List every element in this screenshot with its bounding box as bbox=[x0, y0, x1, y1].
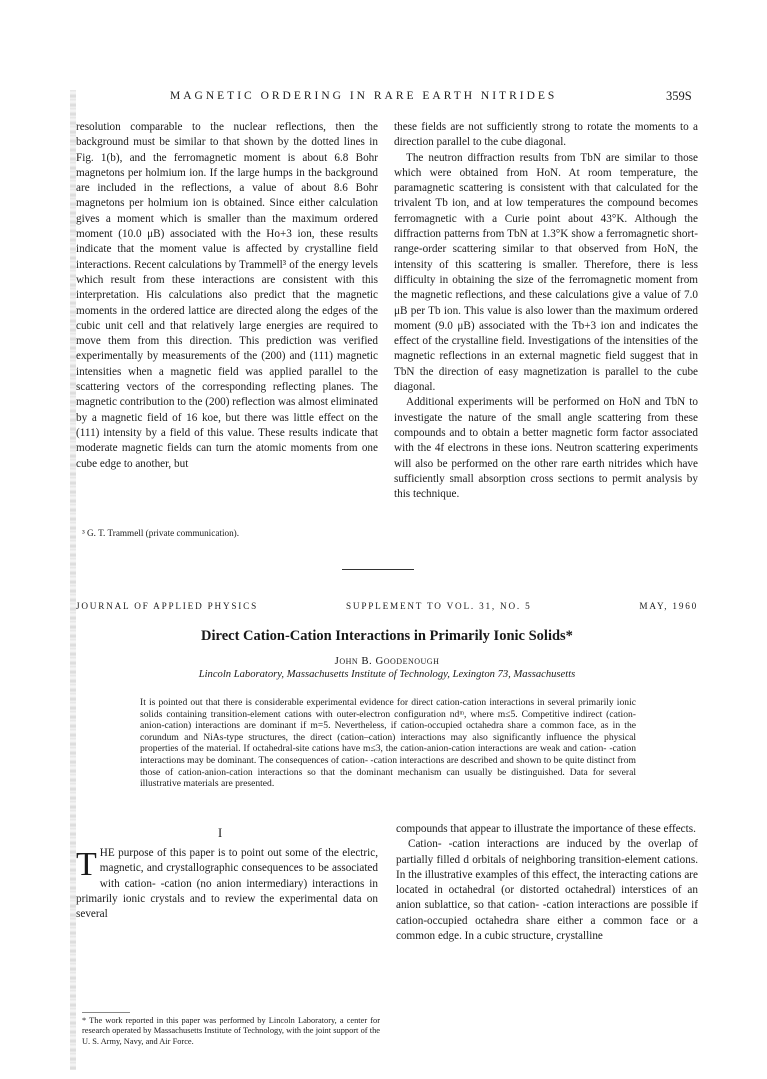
prev-article-right-column bbox=[394, 120, 698, 502]
dropcap-letter: T bbox=[76, 846, 97, 883]
prev-right-paragraph-2: The neutron diffraction results from TbN are similar to those which were obtained from HoN. At room temperature, the paramagnetic scattering is consistent with that calculated for the trivalent Tb ion, and at low temperatures the compound becomes ferromagnetic with a Curie point about 43°K. Although the diffraction patterns from TbN at 1.3°K show a ferromagnetic short-range-order scattering similar to that observed from HoN, the intensity of this scattering is smaller. Therefore, there is less difficulty in obtaining the size of the ferromagnetic moment from the magnetic reflections, and these calculations give a value of 7.0 μB per Tb ion. This value is also lower than the maximum ordered moment (9.0 μB) associated with the Tb+3 ion and indicates the effect of the crystalline field. Investigations of the intensities of the magnetic reflections in an external magnetic field suggest that in TbN the direction of easy magnetization is parallel to the cube diagonal. bbox=[394, 151, 698, 394]
article-footnote: * The work reported in this paper was performed by Lincoln Laboratory, a center for research operated by Massachusetts Institute of Technology, with the joint support of the U. S. Army, Navy, and Air Force. bbox=[82, 1016, 380, 1046]
article-left-column bbox=[76, 846, 378, 922]
prev-left-paragraph: resolution comparable to the nuclear reflections, then the background must be similar to that shown by the dotted lines in Fig. 1(b), and the ferromagnetic moment is about 6.8 Bohr magnetons per holmium ion. If the large humps in the background are included in the reflections, a value of about 8.6 Bohr magnetons per holmium ion is obtained. Since either calculation gives a moment which is smaller than the maximum ordered moment (10.0 μB) associated with the Ho+3 ion, these results indicate that the moment value is affected by crystalline field interactions. Recent calculations by Trammell³ of the energy levels which result from these interactions are consistent with this interpretation. His calculations also predict that the magnetic moments in the ordered lattice are directed along the edges of the cubic unit cell and that relatively large energies are required to move them from this direction. This prediction was verified experimentally by measurements of the (200) and (111) magnetic intensities when a magnetic field was applied parallel to the scattering vectors of the corresponding reflecting planes. The magnetic contribution to the (200) reflection was almost eliminated by a magnetic field of 16 koe, but there was little effect on the (111) intensity by a field of this value. These results indicate that moderate magnetic fields can turn the atomic moments from one cube edge to another, but bbox=[76, 121, 378, 470]
article-title: Direct Cation-Cation Interactions in Primarily Ionic Solids* bbox=[201, 628, 573, 644]
page-number: 359S bbox=[666, 89, 692, 103]
running-head: MAGNETIC ORDERING IN RARE EARTH NITRIDES bbox=[170, 90, 558, 102]
article-left-paragraph: HE purpose of this paper is to point out some of the electric, magnetic, and crystallographic consequences to be associated with cation- -cation (no anion intermediary) interactions in primarily ionic crystals and to review the experimental data on several bbox=[76, 847, 378, 921]
article-separator bbox=[342, 569, 414, 570]
journal-date: MAY, 1960 bbox=[639, 601, 698, 611]
article-author: John B. Goodenough bbox=[334, 655, 440, 667]
prev-article-footnote: ³ G. T. Trammell (private communication). bbox=[82, 528, 240, 538]
footnote-rule bbox=[82, 1012, 130, 1013]
journal-name: JOURNAL OF APPLIED PHYSICS bbox=[76, 601, 259, 611]
prev-right-paragraph-3: Additional experiments will be performed on HoN and TbN to investigate the nature of the small angle scattering from these compounds and to obtain a better magnetic form factor associated with the 4f electrons in these ions. Neutron scattering experiments will also be performed on the other rare earth nitrides which have sufficiently small absorption cross sections to permit analysis by this technique. bbox=[394, 396, 698, 501]
prev-article-left-column bbox=[76, 120, 378, 472]
article-affiliation: Lincoln Laboratory, Massachusetts Institute of Technology, Lexington 73, Massachusetts bbox=[198, 669, 576, 680]
journal-supplement: SUPPLEMENT TO VOL. 31, NO. 5 bbox=[346, 601, 532, 611]
article-right-column bbox=[396, 822, 698, 944]
prev-right-paragraph-1: these fields are not sufficiently strong to rotate the moments to a direction parallel to the cube diagonal. bbox=[394, 121, 698, 149]
section-number: I bbox=[218, 826, 223, 840]
article-right-paragraph-1: compounds that appear to illustrate the importance of these effects. bbox=[396, 823, 696, 835]
article-right-paragraph-2: Cation- -cation interactions are induced by the overlap of partially filled d orbitals of neighboring transition-element cations. In the illustrative examples of this effect, the interacting cations are located in octahedral (or distorted octahedral) interstices of an anion sublattice, so that cation- -cation interactions are possible if cation-occupied octahedra share either a common face or a common edge. In a cubic structure, crystalline bbox=[396, 838, 698, 943]
article-abstract: It is pointed out that there is considerable experimental evidence for direct cation-cation interactions in several primarily ionic solids containing transition-element cations with outer-electron configuration ndᵐ, where m≤5. Competitive indirect (cation-anion-cation) interactions are dominant if m=5. Nevertheless, if cation-occupied octahedra share a common face, as in the corundum and NiAs-type structures, the direct (cation–cation) interactions may also significantly influence the physical properties of the material. If octahedral-site cations have m≤3, the cation-anion-cation interactions are weak and cation- -cation interactions may be dominant. The consequences of cation- -cation interactions are described and shown to be quite distinct from those of cation-anion-cation interactions so that the dominant mechanism can usually be distinguished. Data for several illustrative materials are presented. bbox=[140, 697, 636, 790]
